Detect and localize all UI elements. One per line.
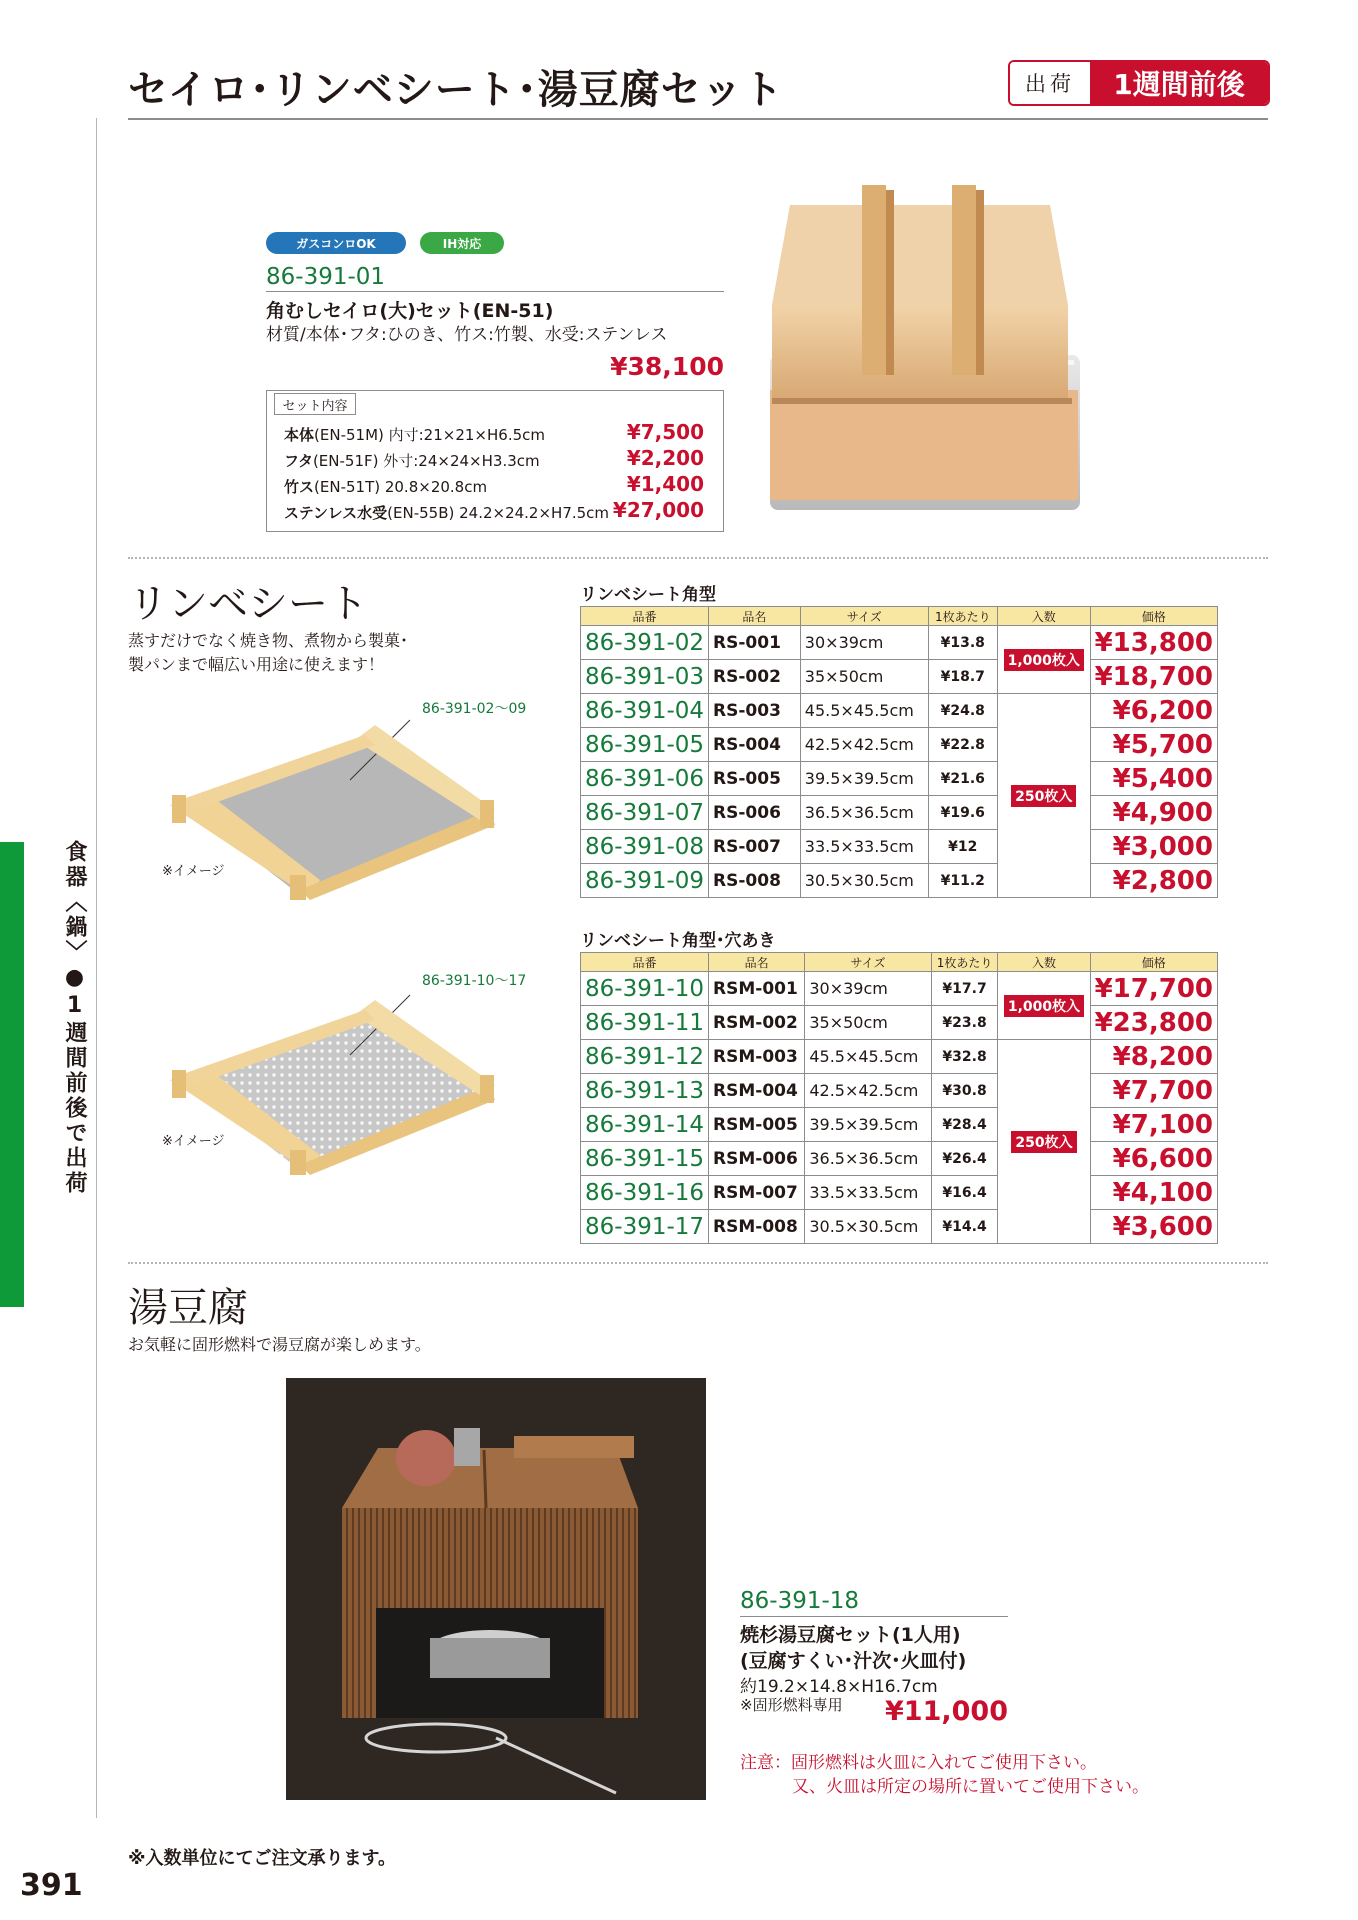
image-note: ※イメージ [162,1134,225,1149]
column-header: サイズ [800,607,928,626]
table-row [581,1142,1218,1176]
table-row [581,1006,1218,1040]
product-name: 焼杉湯豆腐セット(1人用) [740,1624,961,1646]
cell-price: ¥7,100 [1090,1108,1217,1142]
table-header-row [581,953,1218,972]
image-code-label: 86-391-10〜17 [422,973,527,989]
cell-name: RS-003 [709,694,801,728]
cell-unit-price: ¥32.8 [931,1040,998,1074]
header-divider [128,118,1268,120]
cell-code: 86-391-06 [581,762,709,796]
product-price: ¥38,100 [610,352,724,381]
cell-code: 86-391-04 [581,694,709,728]
cell-unit-price: ¥18.7 [928,660,997,694]
table-row [581,728,1218,762]
caution-text: 又、火皿は所定の場所に置いてご使用下さい。 [792,1777,1149,1797]
cell-name: RSM-001 [709,972,805,1006]
set-item-detail: (EN-51M) 内寸:21×21×H6.5cm [314,426,545,444]
set-item [284,472,704,498]
table-row [581,1074,1218,1108]
cell-unit-price: ¥17.7 [931,972,998,1006]
table-header-row [581,607,1218,626]
cell-price: ¥3,600 [1090,1210,1217,1244]
cell-code: 86-391-12 [581,1040,709,1074]
table-row [581,1108,1218,1142]
section-title: 湯豆腐 [128,1285,248,1331]
cell-name: RS-004 [709,728,801,762]
cell-size: 42.5×42.5cm [805,1074,931,1108]
cell-unit-price: ¥21.6 [928,762,997,796]
table-row [581,626,1218,660]
cell-code: 86-391-07 [581,796,709,830]
cell-size: 39.5×39.5cm [805,1108,931,1142]
cell-price: ¥6,200 [1090,694,1217,728]
cell-size: 33.5×33.5cm [800,830,928,864]
cell-code: 86-391-05 [581,728,709,762]
section-description: 蒸すだけでなく焼き物、煮物から製菓･ [128,631,409,650]
cell-unit-price: ¥12 [928,830,997,864]
image-note: ※イメージ [162,864,225,879]
caution-text: 注意：固形燃料は火皿に入れてご使用下さい。 [740,1753,1097,1773]
column-header: 品名 [709,607,801,626]
cell-name: RSM-005 [709,1108,805,1142]
cell-size: 42.5×42.5cm [800,728,928,762]
column-header: 品名 [709,953,805,972]
cell-unit-price: ¥24.8 [928,694,997,728]
cell-code: 86-391-15 [581,1142,709,1176]
product-note: ※固形燃料専用 [740,1696,843,1714]
section-description: 製パンまで幅広い用途に使えます！ [128,655,385,674]
cell-unit-price: ¥26.4 [931,1142,998,1176]
cell-price: ¥2,800 [1090,864,1217,898]
table-row [581,1040,1218,1074]
table-title: リンベシート角型 [580,585,716,605]
image-code-label: 86-391-02〜09 [422,701,527,717]
cell-name: RS-006 [709,796,801,830]
cell-size: 36.5×36.5cm [805,1142,931,1176]
seiro-steamer-image [750,160,1090,520]
cell-unit-price: ¥28.4 [931,1108,998,1142]
shipping-value: 1週間前後 [1090,62,1268,104]
section-tab [0,842,24,1307]
column-header: 1枚あたり [931,953,998,972]
cell-code: 86-391-13 [581,1074,709,1108]
quantity-badge: 1,000枚入 [1004,649,1084,671]
product-code: 86-391-01 [266,264,386,290]
section-tab-label: 食器〈鍋〉●1週間前後で出荷 [62,840,87,1196]
set-item-detail: (EN-51T) 20.8×20.8cm [314,478,488,496]
set-contents-header: セット内容 [274,393,356,415]
margin-rule [96,118,97,1818]
ih-badge: IH対応 [420,232,504,254]
cell-price: ¥7,700 [1090,1074,1217,1108]
price-table [580,952,1218,1244]
cell-code: 86-391-16 [581,1176,709,1210]
table-title: リンベシート角型･穴あき [580,931,776,951]
set-item-label: 本体 [284,426,315,444]
set-item-price: ¥2,200 [626,446,704,470]
set-item [284,420,704,446]
cell-size: 35×50cm [805,1006,931,1040]
set-item-detail: (EN-55B) 24.2×24.2×H7.5cm [387,504,610,522]
gas-ok-badge: ガスコンロOK [266,232,406,254]
cell-code: 86-391-14 [581,1108,709,1142]
table-row [581,1210,1218,1244]
cell-name: RS-007 [709,830,801,864]
cell-code: 86-391-17 [581,1210,709,1244]
cell-name: RS-002 [709,660,801,694]
cell-name: RSM-006 [709,1142,805,1176]
set-item-label: フタ [284,452,313,470]
table-row [581,1176,1218,1210]
column-header: 1枚あたり [928,607,997,626]
cell-price: ¥13,800 [1090,626,1217,660]
cell-price: ¥6,600 [1090,1142,1217,1176]
table-row [581,796,1218,830]
quantity-badge: 250枚入 [1011,785,1076,807]
cell-name: RS-001 [709,626,801,660]
product-price: ¥11,000 [885,1696,1008,1727]
cell-size: 30.5×30.5cm [805,1210,931,1244]
section-title: リンベシート [128,581,368,627]
cell-unit-price: ¥13.8 [928,626,997,660]
set-item-price: ¥1,400 [626,472,704,496]
cell-size: 35×50cm [800,660,928,694]
cell-price: ¥5,700 [1090,728,1217,762]
column-header: 品番 [581,953,709,972]
cell-price: ¥8,200 [1090,1040,1217,1074]
table-row [581,660,1218,694]
quantity-badge: 250枚入 [1011,1131,1076,1153]
set-item-label: ステンレス水受 [284,504,388,522]
cell-name: RSM-004 [709,1074,805,1108]
cell-size: 30.5×30.5cm [800,864,928,898]
cell-name: RSM-003 [709,1040,805,1074]
column-header: 価格 [1090,607,1217,626]
cell-size: 39.5×39.5cm [800,762,928,796]
cell-code: 86-391-09 [581,864,709,898]
cell-unit-price: ¥30.8 [931,1074,998,1108]
page-title: セイロ･リンベシート･湯豆腐セット [128,66,784,113]
shipping-badge [1008,60,1270,106]
set-item [284,446,704,472]
cell-unit-price: ¥11.2 [928,864,997,898]
column-header: 入数 [998,953,1090,972]
order-note: ※入数単位にてご注文承ります。 [128,1848,397,1869]
set-item-detail: (EN-51F) 外寸:24×24×H3.3cm [312,452,540,470]
table-row [581,830,1218,864]
page-number: 391 [20,1868,83,1903]
product-name: 角むしセイロ(大)セット(EN-51) [266,300,554,322]
cell-price: ¥4,900 [1090,796,1217,830]
cell-price: ¥3,000 [1090,830,1217,864]
column-header: 品番 [581,607,709,626]
cell-size: 30×39cm [800,626,928,660]
column-header: 入数 [997,607,1090,626]
cell-price: ¥5,400 [1090,762,1217,796]
set-item-price: ¥7,500 [626,420,704,444]
cell-name: RSM-002 [709,1006,805,1040]
cell-quantity [997,626,1090,694]
product-code: 86-391-18 [740,1588,860,1614]
set-item-label: 竹ス [284,478,315,496]
section-divider [128,1262,1268,1264]
cell-unit-price: ¥23.8 [931,1006,998,1040]
cell-quantity [998,972,1090,1040]
cell-unit-price: ¥19.6 [928,796,997,830]
quantity-badge: 1,000枚入 [1004,995,1084,1017]
cell-size: 45.5×45.5cm [800,694,928,728]
product-divider [740,1616,1008,1617]
section-description: お気軽に固形燃料で湯豆腐が楽しめます。 [128,1335,431,1354]
cell-quantity [997,694,1090,898]
set-item [284,498,704,524]
product-divider [266,291,724,292]
table-row [581,864,1218,898]
cell-code: 86-391-03 [581,660,709,694]
column-header: 価格 [1090,953,1217,972]
cell-unit-price: ¥14.4 [931,1210,998,1244]
cell-price: ¥4,100 [1090,1176,1217,1210]
cell-quantity [998,1040,1090,1244]
cell-name: RS-008 [709,864,801,898]
cell-code: 86-391-02 [581,626,709,660]
yudofu-set-image [286,1378,706,1800]
cell-price: ¥17,700 [1090,972,1217,1006]
set-item-price: ¥27,000 [612,498,704,522]
table-row [581,972,1218,1006]
cell-code: 86-391-08 [581,830,709,864]
cell-size: 30×39cm [805,972,931,1006]
shipping-label: 出荷 [1010,62,1090,104]
section-divider [128,557,1268,559]
product-size: 約19.2×14.8×H16.7cm [740,1677,938,1697]
cell-unit-price: ¥22.8 [928,728,997,762]
cell-size: 45.5×45.5cm [805,1040,931,1074]
table-row [581,694,1218,728]
product-material: 材質/本体･フタ:ひのき、竹ス:竹製、水受:ステンレス [266,325,668,345]
cell-size: 33.5×33.5cm [805,1176,931,1210]
cell-price: ¥23,800 [1090,1006,1217,1040]
cell-code: 86-391-11 [581,1006,709,1040]
cell-name: RS-005 [709,762,801,796]
cell-code: 86-391-10 [581,972,709,1006]
price-table [580,606,1218,898]
product-name-sub: (豆腐すくい･汁次･火皿付) [740,1650,967,1672]
table-row [581,762,1218,796]
cell-unit-price: ¥16.4 [931,1176,998,1210]
cell-name: RSM-007 [709,1176,805,1210]
cell-size: 36.5×36.5cm [800,796,928,830]
cell-name: RSM-008 [709,1210,805,1244]
cell-price: ¥18,700 [1090,660,1217,694]
column-header: サイズ [805,953,931,972]
